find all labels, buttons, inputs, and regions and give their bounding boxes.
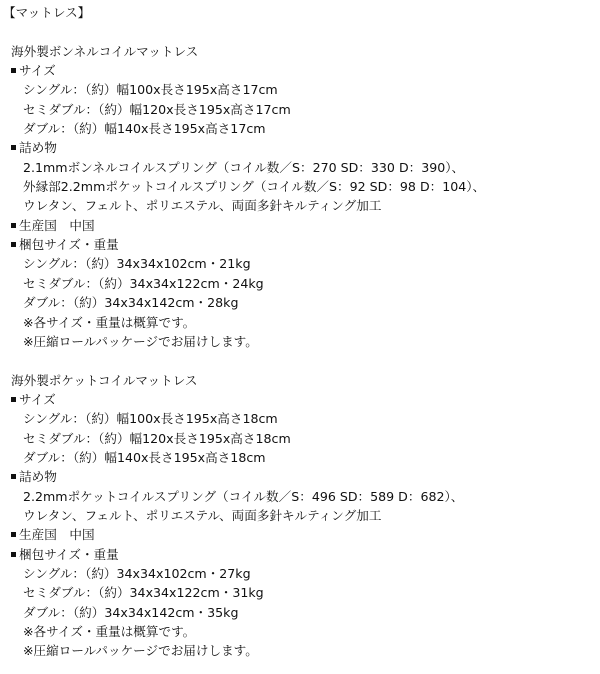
size-item: セミダブル：（約）幅120x長さ195x高さ18cm [23,430,291,446]
section-title: 【マットレス】 [3,5,91,20]
bullet-icon [11,145,16,150]
size-heading-label: サイズ [19,63,56,79]
origin-label: 生産国 中国 [19,527,95,543]
filling-item: 外縁部2.2mmポケットコイルスプリング（コイル数／S：92 SD：98 D：104）、 [23,179,486,195]
mattress-spec-document [3,3,597,661]
origin-label: 生産国 中国 [19,217,95,233]
size-item: シングル：（約）幅100x長さ195x高さ17cm [23,82,278,98]
package-item: ダブル：（約）34x34x142cm・28kg [23,295,239,311]
package-item: セミダブル：（約）34x34x122cm・31kg [23,585,264,601]
origin-line [3,525,597,544]
package-heading [3,235,597,254]
filling-item: ウレタン、フェルト、ポリエステル、両面多針キルティング加工 [23,198,382,214]
note-item: ※圧縮ロールパッケージでお届けします。 [23,333,258,349]
note-item: ※各サイズ・重量は概算です。 [23,314,196,330]
note-item: ※各サイズ・重量は概算です。 [23,624,196,639]
package-item: セミダブル：（約）34x34x122cm・24kg [23,275,264,291]
size-item: セミダブル：（約）幅120x長さ195x高さ17cm [23,101,291,117]
filling-heading [3,467,597,486]
product-block-bonnell [3,42,597,352]
package-heading [3,545,597,564]
size-item: シングル：（約）幅100x長さ195x高さ18cm [23,411,278,427]
size-heading-label: サイズ [19,391,56,407]
product-name: 海外製ボンネルコイルマットレス [11,43,199,59]
package-heading-label: 梱包サイズ・重量 [19,546,119,562]
bullet-icon [11,397,16,402]
bullet-icon [11,552,16,557]
package-heading-label: 梱包サイズ・重量 [19,237,119,253]
bullet-icon [11,223,16,228]
origin-line [3,216,597,235]
bullet-icon [11,474,16,479]
bullet-icon [11,532,16,537]
size-item: ダブル：（約）幅140x長さ195x高さ18cm [23,449,266,465]
filling-heading-label: 詰め物 [19,469,57,485]
bullet-icon [11,68,16,73]
size-heading [3,61,597,80]
size-heading [3,390,597,409]
package-item: シングル：（約）34x34x102cm・21kg [23,256,251,272]
product-block-pocket [3,371,597,661]
filling-heading-label: 詰め物 [19,140,57,156]
filling-item: 2.2mmポケットコイルスプリング（コイル数／S：496 SD：589 D：682）、 [23,488,464,504]
filling-heading [3,138,597,157]
filling-item: 2.1mmボンネルコイルスプリング（コイル数／S：270 SD：330 D：390）、 [23,159,465,175]
bullet-icon [11,242,16,247]
product-name: 海外製ポケットコイルマットレス [11,372,198,388]
filling-item: ウレタン、フェルト、ポリエステル、両面多針キルティング加工 [23,507,382,523]
spacer [3,351,597,370]
package-item: ダブル：（約）34x34x142cm・35kg [23,604,239,620]
spacer [3,22,597,41]
package-item: シングル：（約）34x34x102cm・27kg [23,565,251,581]
size-item: ダブル：（約）幅140x長さ195x高さ17cm [23,121,266,137]
note-item: ※圧縮ロールパッケージでお届けします。 [23,643,258,659]
